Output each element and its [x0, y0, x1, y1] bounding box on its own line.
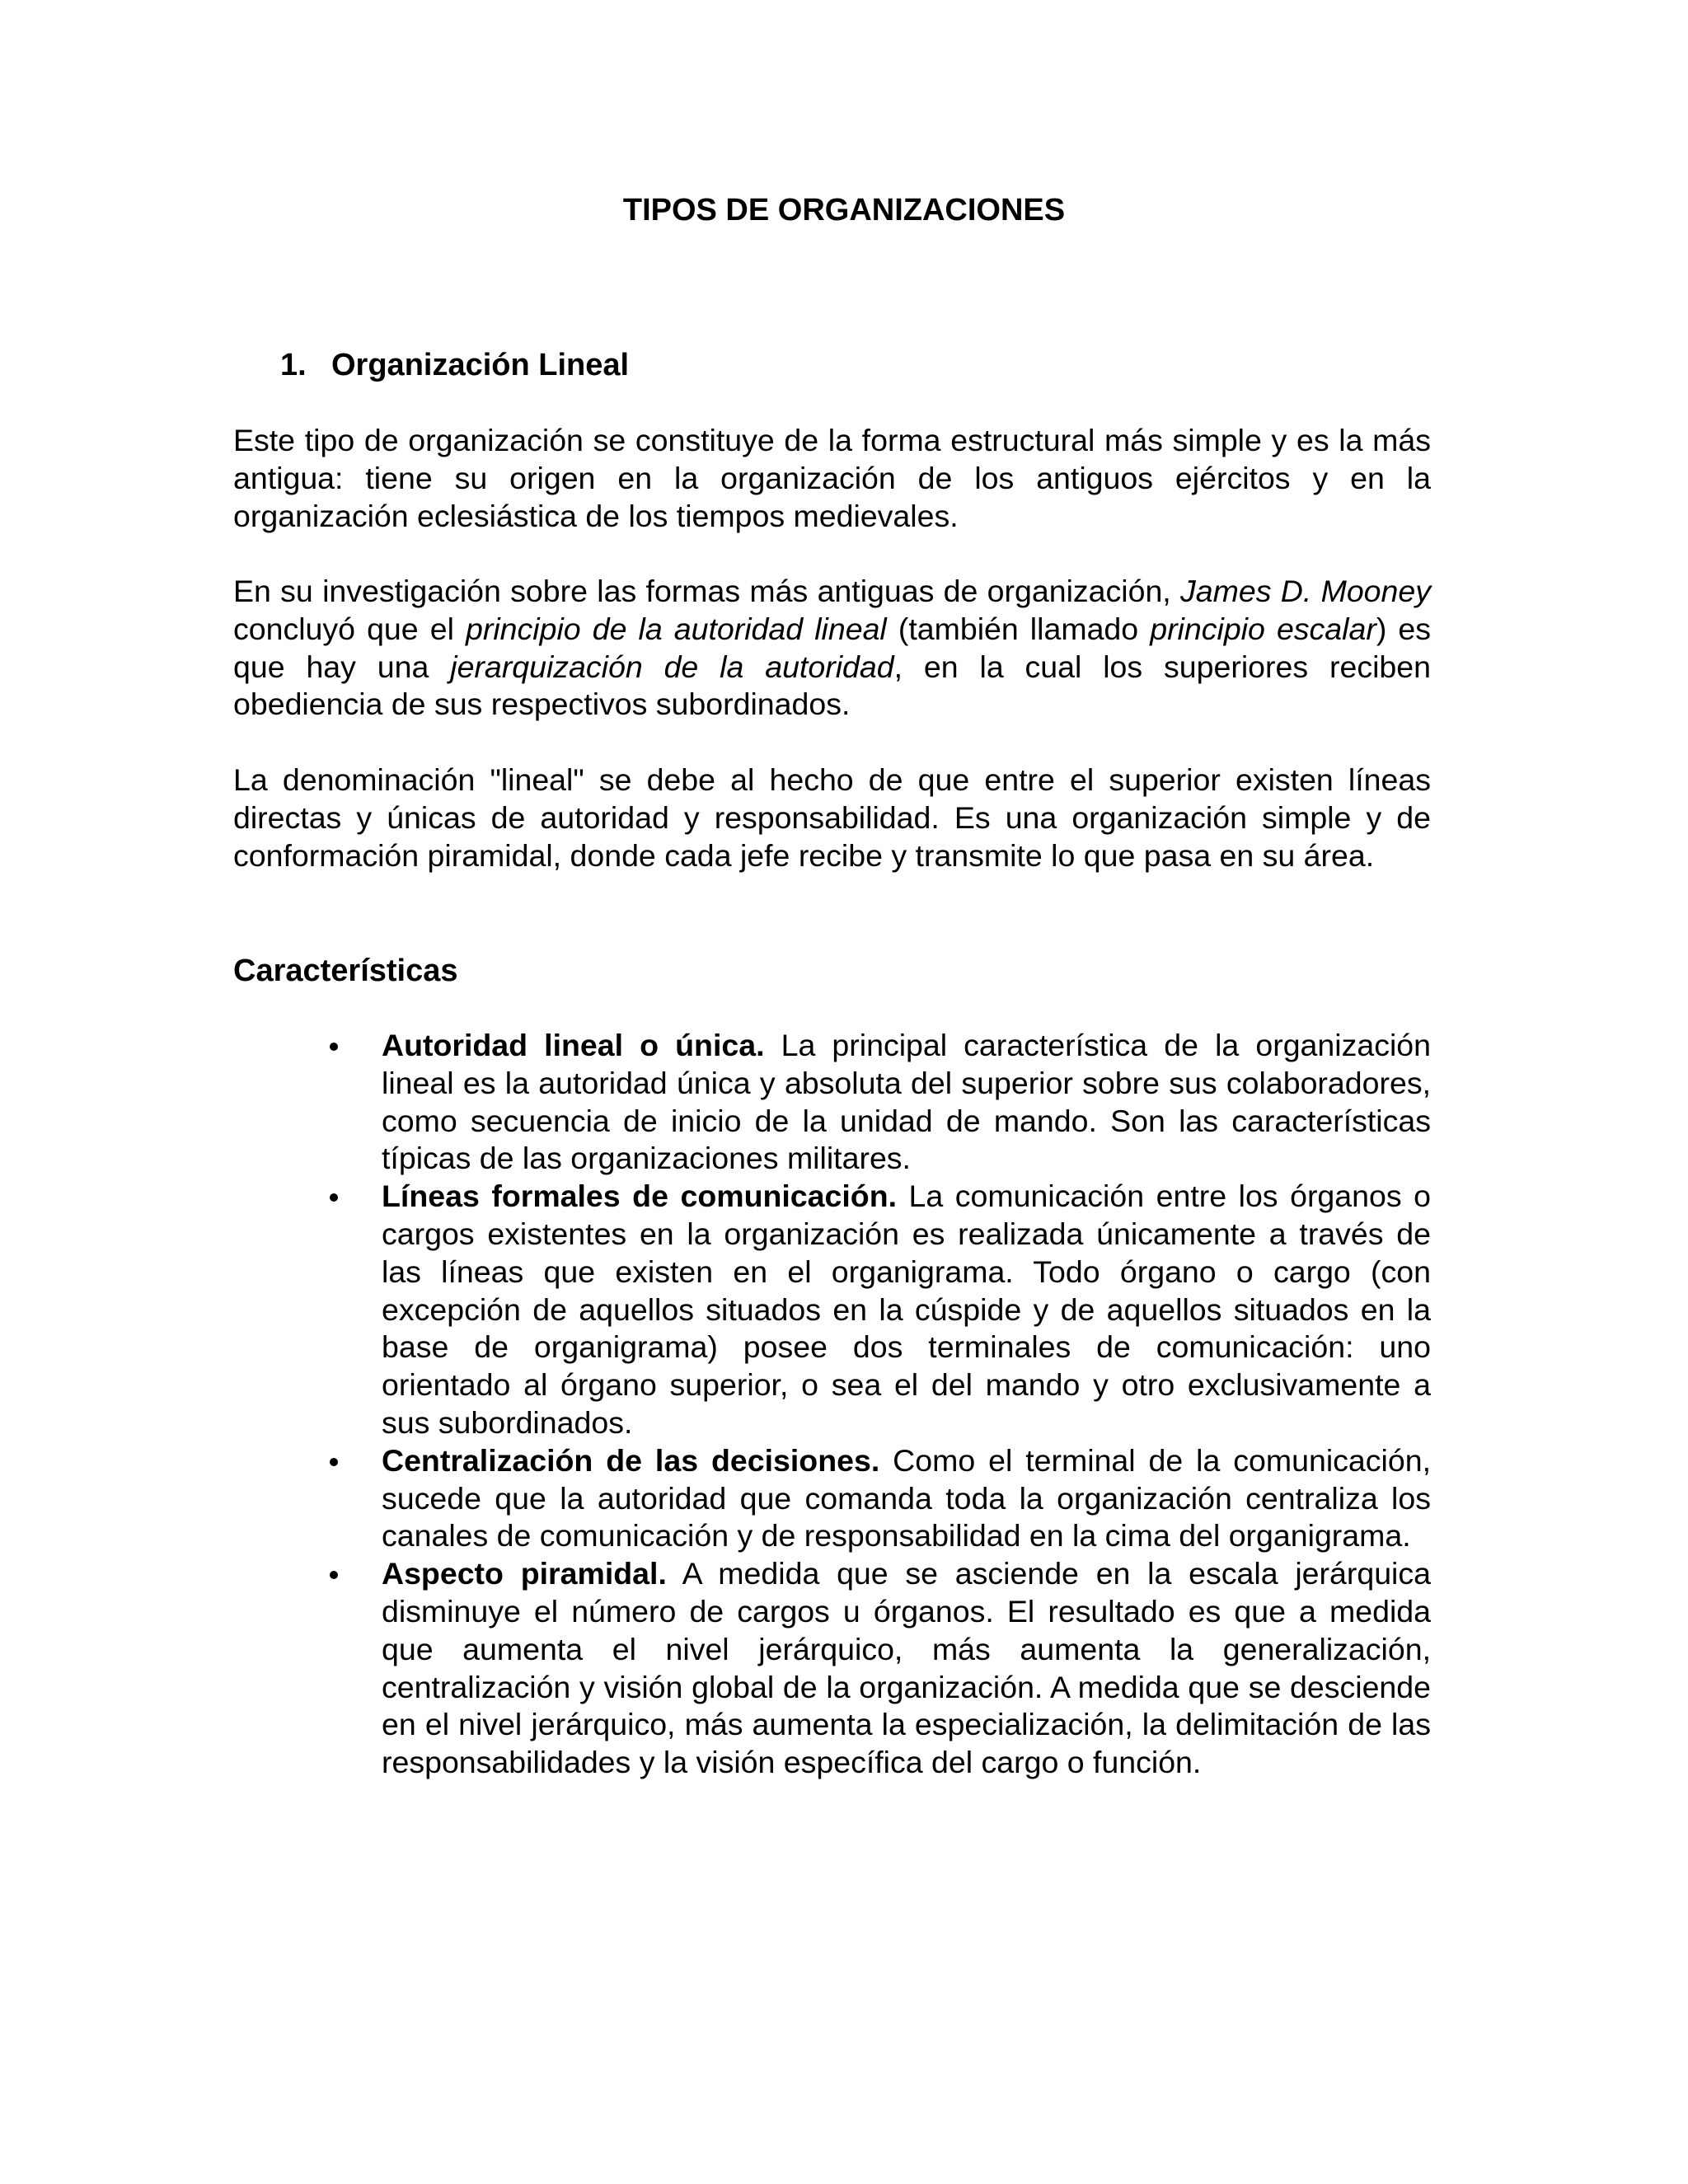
paragraph-mooney-italic-3: principio escalar — [1150, 611, 1376, 646]
bullet-dot-icon — [330, 1193, 338, 1202]
characteristics-list — [382, 1027, 1431, 1782]
list-item-text: La principal característica de la organización lineal es la autoridad única y absoluta del superior sobre sus colaboradores, como secuencia de inicio de la unidad de mando. Son las características típicas de las organizaciones militares. — [382, 1028, 1432, 1176]
characteristics-heading: Características — [233, 954, 458, 988]
paragraph-origin — [233, 422, 1431, 535]
paragraph-origin-text: Este tipo de organización se constituye de la forma estructural más simple y es la más antigua: tiene su origen en la organización de los antiguos ejércitos y en la organización eclesiástica de los tiempos medievales. — [233, 423, 1431, 533]
list-item-term: Autoridad lineal o única. — [382, 1028, 765, 1062]
list-item — [382, 1178, 1431, 1442]
paragraph-mooney-text-2: concluyó que el — [233, 611, 466, 646]
section-number: 1. — [280, 348, 307, 382]
bullet-dot-icon — [330, 1043, 338, 1051]
list-item-text: La comunicación entre los órganos o cargos existentes en la organización es realizada únicamente a través de las líneas que existen en el organigrama. Todo órgano o cargo (con excepción de aquellos situados en la cúspide y de aquellos situados en la base de organigrama) posee dos terminales de comunicación: uno orientado al órgano superior, o sea el del mando y otro exclusivamente a sus subordinados. — [382, 1179, 1431, 1440]
paragraph-mooney-text-5: , en la cual los superiores reciben obediencia de sus respectivos subordinados. — [233, 649, 1431, 722]
paragraph-mooney-text-3: (también llamado — [886, 611, 1151, 646]
paragraph-mooney-text-1: En su investigación sobre las formas más antiguas de organización, — [233, 574, 1181, 608]
paragraph-mooney-italic-2: principio de la autoridad lineal — [465, 611, 887, 646]
page-title: TIPOS DE ORGANIZACIONES — [622, 193, 1066, 227]
paragraph-lineal-text: La denominación "lineal" se debe al hecho de que entre el superior existen líneas directas y únicas de autoridad y responsabilidad. Es una organización simple y de conformación piramidal, donde cada jefe recibe y transmite lo que pasa en su área. — [233, 762, 1431, 873]
bullet-dot-icon — [330, 1571, 338, 1579]
list-item-text: Como el terminal de la comunicación, sucede que la autoridad que comanda toda la organización centraliza los canales de comunicación y de responsabilidad en la cima del organigrama. — [382, 1442, 1431, 1554]
paragraph-mooney-italic-4: jerarquización de la autoridad — [450, 649, 894, 684]
list-item — [382, 1555, 1431, 1782]
list-item — [382, 1442, 1431, 1555]
paragraph-lineal — [233, 762, 1431, 874]
bullet-dot-icon — [330, 1458, 338, 1466]
list-item-term: Centralización de las decisiones. — [382, 1442, 880, 1478]
list-item-term: Líneas formales de comunicación. — [382, 1179, 898, 1214]
paragraph-mooney-italic-1: James D. Mooney — [1180, 574, 1431, 608]
paragraph-mooney-text-4: ) es que hay una — [233, 611, 1432, 684]
list-item — [382, 1027, 1431, 1178]
section-heading-text: Organización Lineal — [331, 348, 630, 382]
list-item-term: Aspecto piramidal. — [382, 1556, 667, 1591]
paragraph-mooney — [233, 573, 1431, 724]
section-heading — [280, 346, 629, 384]
list-item-text: A medida que se asciende en la escala jerárquica disminuye el número de cargos u órganos. El resultado es que a medida que aumenta el nivel jerárquico, más aumenta la generalización, centralización y visión global de la organización. A medida que se desciende en el nivel jerárquico, más aumenta la especialización, la delimitación de las responsabilidades y la visión específica del cargo o función. — [382, 1556, 1431, 1780]
